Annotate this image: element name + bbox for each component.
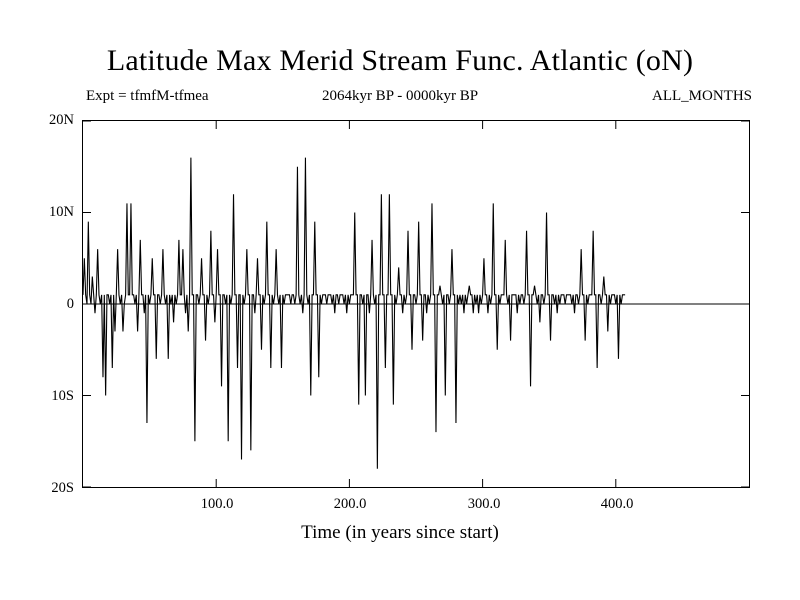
y-tick-label-0: 0 (66, 296, 74, 312)
x-tick-label-300: 300.0 (467, 496, 501, 512)
y-tick-label-20N: 20N (49, 112, 74, 128)
y-tick-label-20S: 20S (51, 480, 74, 496)
period-label: 2064kyr BP - 0000kyr BP (321, 88, 479, 104)
experiment-label: Expt = tfmfM-tfmea (86, 88, 209, 104)
x-tick-label-100: 100.0 (200, 496, 234, 512)
plot-area (82, 120, 750, 488)
x-tick-label-200: 200.0 (333, 496, 367, 512)
page-title: Latitude Max Merid Stream Func. Atlantic (oN) (106, 44, 694, 77)
timeseries-plot (83, 121, 749, 487)
data-series-line (83, 158, 625, 469)
y-tick-label-10N: 10N (49, 204, 74, 220)
y-tick-label-10S: 10S (51, 388, 74, 404)
months-label: ALL_MONTHS (652, 88, 752, 104)
x-tick-label-400: 400.0 (600, 496, 634, 512)
x-axis-title: Time (in years since start) (301, 522, 499, 543)
